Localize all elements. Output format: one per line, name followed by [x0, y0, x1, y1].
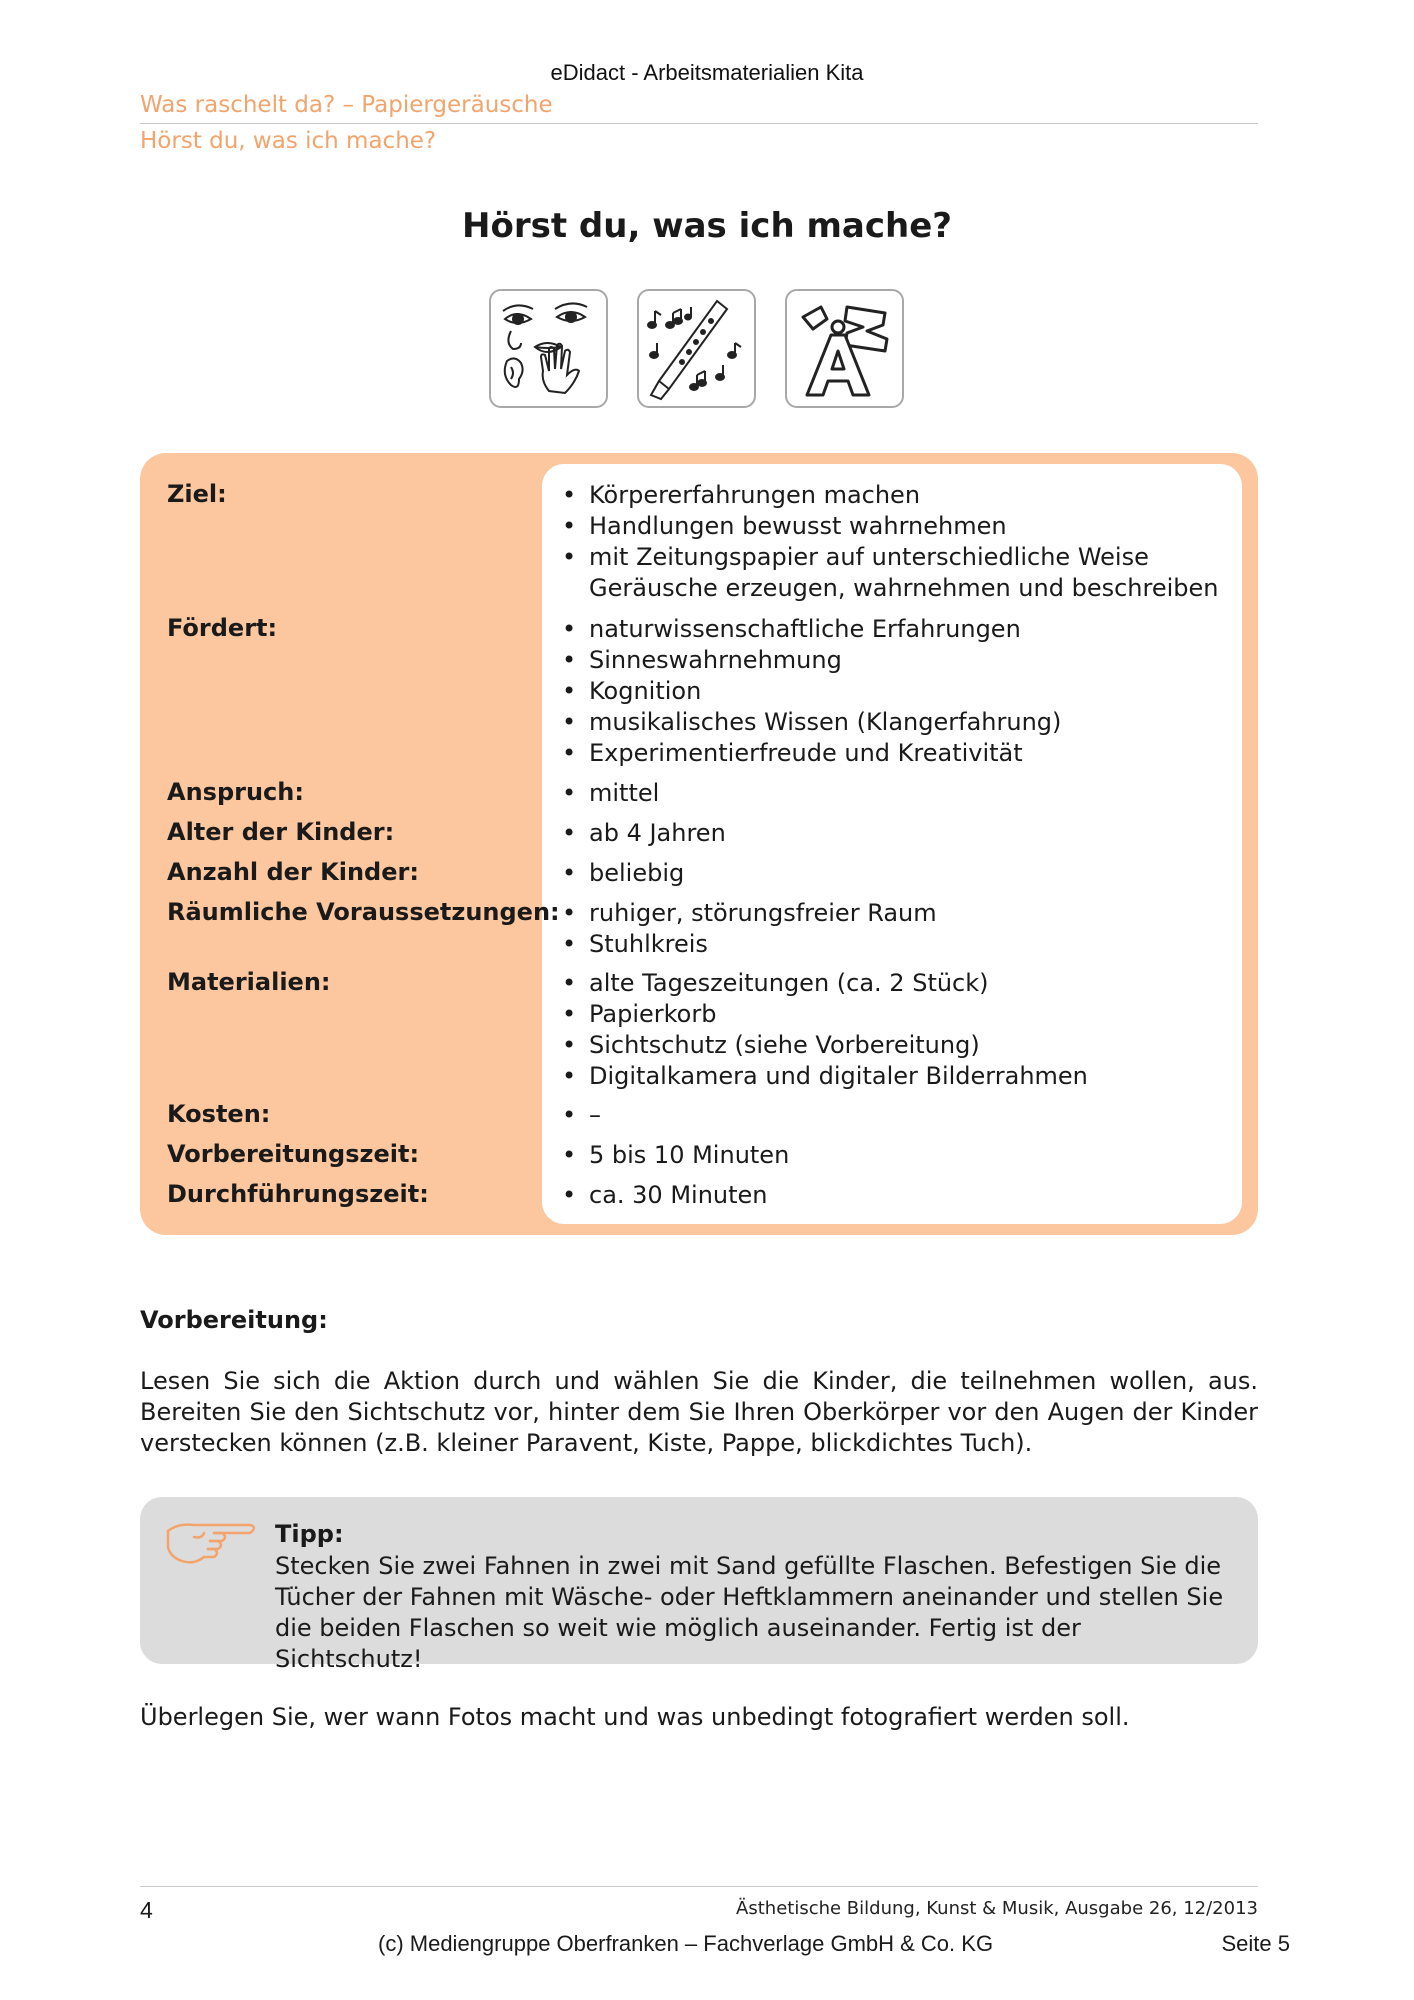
alphabet-letters-icon [785, 289, 904, 408]
list-item: • Kognition [562, 677, 702, 705]
list-item: • alte Tageszeitungen (ca. 2 Stück) [562, 969, 989, 997]
list-item: • mittel [562, 779, 660, 807]
recorder-music-notes-icon [637, 289, 756, 408]
list-item: • Papierkorb [562, 1000, 717, 1028]
anzahl-list [562, 858, 1242, 889]
list-item: • – [562, 1101, 601, 1129]
tip-label: Tipp: [275, 1520, 344, 1548]
vorbereitung-text: Lesen Sie sich die Aktion durch und wählen Sie die Kinder, die teilnehmen wollen, aus. Bereiten Sie den Sichtschutz vor, hinter dem Sie Ihren Oberkörper vor den Augen der Kinder verstecken können (z.B. kleiner Paravent, Kiste, Pappe, blickdichtes Tuch). [140, 1367, 1258, 1457]
pointing-hand-icon [164, 1517, 260, 1573]
header-divider [140, 123, 1258, 124]
kosten-list [562, 1100, 1242, 1131]
tip-text: Stecken Sie zwei Fahnen in zwei mit Sand gefüllte Flaschen. Befestigen Sie die Tücher der Fahnen mit Wäsche- oder Heftklammern aneinander und stellen Sie die beiden Flaschen so weit wie möglich auseinander. Fertig ist der Sichtschutz! [275, 1552, 1224, 1673]
page-indicator: Seite 5 [1221, 1931, 1290, 1956]
copyright-notice: (c) Mediengruppe Oberfranken – Fachverlage GmbH & Co. KG [378, 1931, 994, 1956]
list-item: • ruhiger, störungsfreier Raum [562, 899, 937, 927]
issue-info: Ästhetische Bildung, Kunst & Musik, Ausgabe 26, 12/2013 [736, 1898, 1258, 1919]
breadcrumb-chapter: Was raschelt da? – Papiergeräusche [140, 92, 553, 118]
list-item: • Digitalkamera und digitaler Bilderrahmen [562, 1062, 1088, 1090]
label-kosten: Kosten: [167, 1100, 271, 1128]
foerdert-list [562, 614, 1242, 769]
anspruch-list [562, 778, 1242, 809]
durchfuehrungszeit-list [562, 1180, 1242, 1211]
label-vorbereitungszeit: Vorbereitungszeit: [167, 1140, 420, 1168]
label-materialien: Materialien: [167, 968, 331, 996]
list-item: • ca. 30 Minuten [562, 1181, 768, 1209]
label-anspruch: Anspruch: [167, 778, 304, 806]
list-item-continuation: Geräusche erzeugen, wahrnehmen und beschreiben [589, 574, 1219, 602]
materialien-list [562, 968, 1242, 1092]
vorbereitungszeit-list [562, 1140, 1242, 1171]
page-title: Hörst du, was ich mache? [462, 206, 952, 246]
ziel-list [562, 480, 1242, 604]
list-item: • ab 4 Jahren [562, 819, 726, 847]
vorbereitung-heading: Vorbereitung: [140, 1306, 328, 1334]
footer-divider [140, 1886, 1258, 1887]
label-durchfuehrungszeit: Durchführungszeit: [167, 1180, 429, 1208]
label-anzahl: Anzahl der Kinder: [167, 858, 419, 886]
closing-text: Überlegen Sie, wer wann Fotos macht und was unbedingt fotografiert werden soll. [140, 1703, 1130, 1731]
label-foerdert: Fördert: [167, 614, 278, 642]
raeumlich-list [562, 898, 1242, 960]
label-ziel: Ziel: [167, 480, 227, 508]
list-item: • Experimentierfreude und Kreativität [562, 739, 1023, 767]
alter-list [562, 818, 1242, 849]
list-item: • Stuhlkreis [562, 930, 708, 958]
breadcrumb-activity: Hörst du, was ich mache? [140, 128, 437, 154]
label-alter: Alter der Kinder: [167, 818, 395, 846]
list-item: • mit Zeitungspapier auf unterschiedliche Weise [562, 543, 1149, 571]
document-header-title: eDidact - Arbeitsmaterialien Kita [550, 60, 864, 85]
list-item: • 5 bis 10 Minuten [562, 1141, 790, 1169]
senses-face-hand-icon [489, 289, 608, 408]
list-item: • Körpererfahrungen machen [562, 481, 921, 509]
list-item: • Handlungen bewusst wahrnehmen [562, 512, 1007, 540]
list-item: • Sinneswahrnehmung [562, 646, 842, 674]
list-item: • naturwissenschaftliche Erfahrungen [562, 615, 1021, 643]
list-item: • Sichtschutz (siehe Vorbereitung) [562, 1031, 980, 1059]
list-item: • beliebig [562, 859, 685, 887]
list-item: • musikalisches Wissen (Klangerfahrung) [562, 708, 1062, 736]
page-number: 4 [140, 1897, 153, 1923]
label-raeumlich: Räumliche Voraussetzungen: [167, 898, 560, 926]
